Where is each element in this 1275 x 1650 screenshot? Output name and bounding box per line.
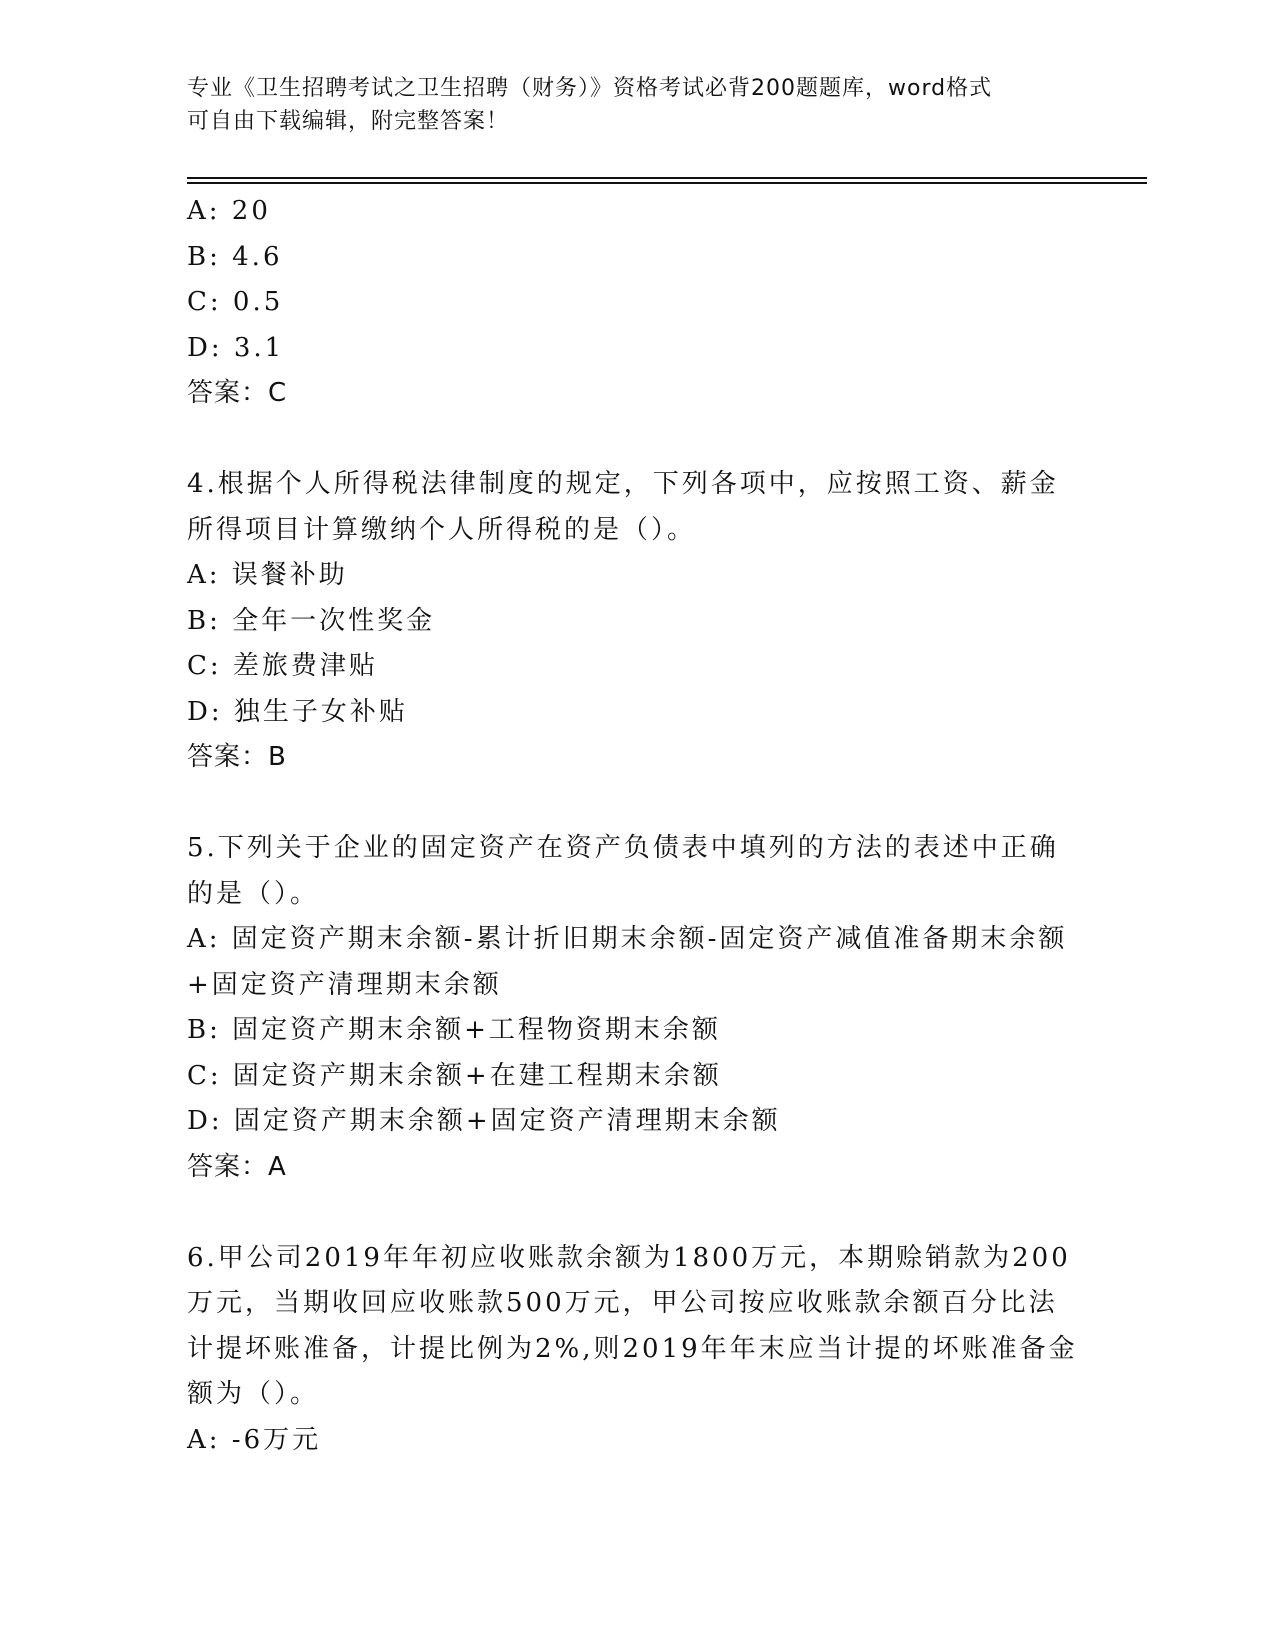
option-d: D: 独生子女补贴 [187, 696, 408, 727]
spacer [187, 417, 1087, 463]
header-rule-top [187, 177, 1147, 179]
question-stem-line: 额为（）。 [187, 1379, 320, 1409]
option-c: C: 差旅费津贴 [187, 651, 378, 681]
option-b: B: 4.6 [187, 241, 283, 272]
question-stem-line: 计提坏账准备，计提比例为2%,则2019年年末应当计提的坏账准备金 [187, 1333, 1078, 1364]
question-stem-line: 所得项目计算缴纳个人所得税的是（）。 [187, 514, 697, 545]
option-b: B: 固定资产期末余额+工程物资期末余额 [187, 1015, 721, 1045]
spacer [187, 781, 1087, 827]
option-b: B: 全年一次性奖金 [187, 605, 436, 636]
option-a: A: 误餐补助 [187, 560, 348, 590]
question-list [187, 189, 1087, 1463]
option-a: A: 20 [187, 196, 271, 226]
answer: 答案：A [187, 1151, 287, 1182]
document-header [187, 72, 1067, 138]
question-stem-line: 4.根据个人所得税法律制度的规定，下列各项中，应按照工资、薪金 [187, 469, 1059, 499]
spacer [187, 1190, 1087, 1236]
option-a-continued: +固定资产清理期末余额 [187, 969, 502, 1000]
answer: 答案：B [187, 742, 287, 772]
option-c: C: 0.5 [187, 287, 284, 317]
option-c: C: 固定资产期末余额+在建工程期末余额 [187, 1060, 722, 1091]
answer: 答案：C [187, 378, 288, 408]
header-line-1: 专业《卫生招聘考试之卫生招聘（财务）》资格考试必背200题题库，word格式 [187, 76, 993, 101]
option-d: D: 固定资产期末余额+固定资产清理期末余额 [187, 1106, 781, 1136]
question-6 [187, 1236, 1087, 1464]
question-3 [187, 189, 1087, 417]
question-4 [187, 462, 1087, 781]
header-rule-bottom [187, 182, 1147, 184]
question-stem-line: 5.下列关于企业的固定资产在资产负债表中填列的方法的表述中正确 [187, 833, 1059, 863]
question-5 [187, 826, 1087, 1190]
header-line-2: 可自由下载编辑，附完整答案！ [187, 109, 510, 134]
question-stem-line: 万元，当期收回应收账款500万元，甲公司按应收账款余额百分比法 [187, 1288, 1058, 1318]
option-d: D: 3.1 [187, 332, 285, 363]
option-a: A: 固定资产期末余额-累计折旧期末余额-固定资产减值准备期末余额 [187, 924, 1068, 954]
option-a: A: -6万元 [187, 1424, 322, 1455]
question-stem-line: 的是（）。 [187, 878, 320, 909]
question-stem-line: 6.甲公司2019年年初应收账款余额为1800万元，本期赊销款为200 [187, 1242, 1071, 1273]
